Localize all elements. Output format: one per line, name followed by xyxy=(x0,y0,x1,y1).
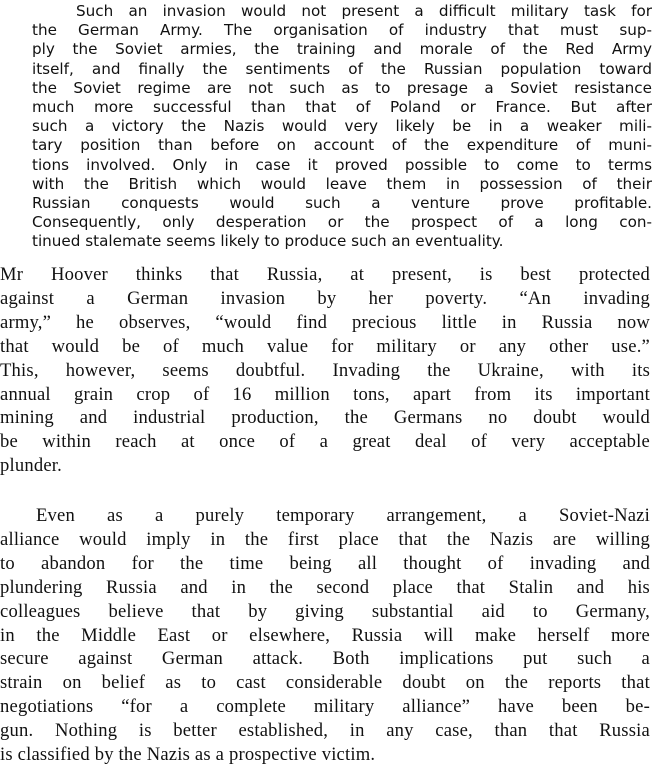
quote-line: Such an invasion would not present a difficult military task for xyxy=(76,2,652,20)
paragraph-line: mining and industrial production, the Germans no doubt would xyxy=(0,407,650,429)
paragraph-alliance xyxy=(0,504,650,767)
quote-line: tinued stalemate seems likely to produce such an eventuality. xyxy=(32,232,504,251)
paragraph-line: plunder. xyxy=(0,455,63,477)
quote-line: the Soviet regime are not such as to presage a Soviet resistance xyxy=(32,78,652,97)
quote-line: with the British which would leave them in possession of their xyxy=(32,174,652,193)
quote-line: ply the Soviet armies, the training and morale of the Red Army xyxy=(32,40,652,59)
paragraph-line: army,” he observes, “would find precious little in Russia now xyxy=(0,311,650,333)
quote-line: tions involved. Only in case it proved possible to come to terms xyxy=(32,155,652,174)
paragraph-line: colleagues believe that by giving substantial aid to Germany, xyxy=(0,600,650,622)
paragraph-line: to abandon for the time being all thought of invading and xyxy=(0,552,650,574)
paragraph-line: alliance would imply in the first place that the Nazis are willing xyxy=(0,528,650,550)
paragraph-line: annual grain crop of 16 million tons, apart from its important xyxy=(0,383,650,405)
paragraph-line: in the Middle East or elsewhere, Russia will make herself more xyxy=(0,624,650,646)
quote-line: Russian conquests would such a venture prove profitable. xyxy=(32,194,652,213)
paragraph-line: gun. Nothing is better established, in any case, than that Russia xyxy=(0,720,650,742)
quote-line: the German Army. The organisation of industry that must sup- xyxy=(32,21,652,40)
paragraph-line: plundering Russia and in the second place that Stalin and his xyxy=(0,576,650,598)
paragraph-line: be within reach at once of a great deal of very acceptable xyxy=(0,431,650,453)
paragraph-line: Mr Hoover thinks that Russia, at present, is best protected xyxy=(0,264,650,285)
paragraph-hoover xyxy=(0,263,650,478)
indented-quotation xyxy=(32,2,652,252)
paragraph-line: against a German invasion by her poverty. “An invading xyxy=(0,287,650,309)
paragraph-line: Even as a purely temporary arrangement, a Soviet-Nazi xyxy=(36,505,650,526)
paragraph-line: secure against German attack. Both implications put such a xyxy=(0,648,650,670)
paragraph-line: that would be of much value for military or any other use.” xyxy=(0,335,650,357)
paragraph-line: This, however, seems doubtful. Invading the Ukraine, with its xyxy=(0,359,650,381)
quote-line: Consequently, only desperation or the prospect of a long con- xyxy=(32,213,652,232)
quote-line: itself, and finally the sentiments of the Russian population toward xyxy=(32,59,652,78)
quote-line: tary position than before on account of the expenditure of muni- xyxy=(32,136,652,155)
quote-line: much more successful than that of Poland or France. But after xyxy=(32,98,652,117)
paragraph-line: strain on belief as to cast considerable doubt on the reports that xyxy=(0,672,650,694)
paragraph-line: negotiations “for a complete military alliance” have been be- xyxy=(0,696,650,718)
quote-line: such a victory the Nazis would very likely be in a weaker mili- xyxy=(32,117,652,136)
paragraph-line: is classified by the Nazis as a prospective victim. xyxy=(0,744,376,766)
